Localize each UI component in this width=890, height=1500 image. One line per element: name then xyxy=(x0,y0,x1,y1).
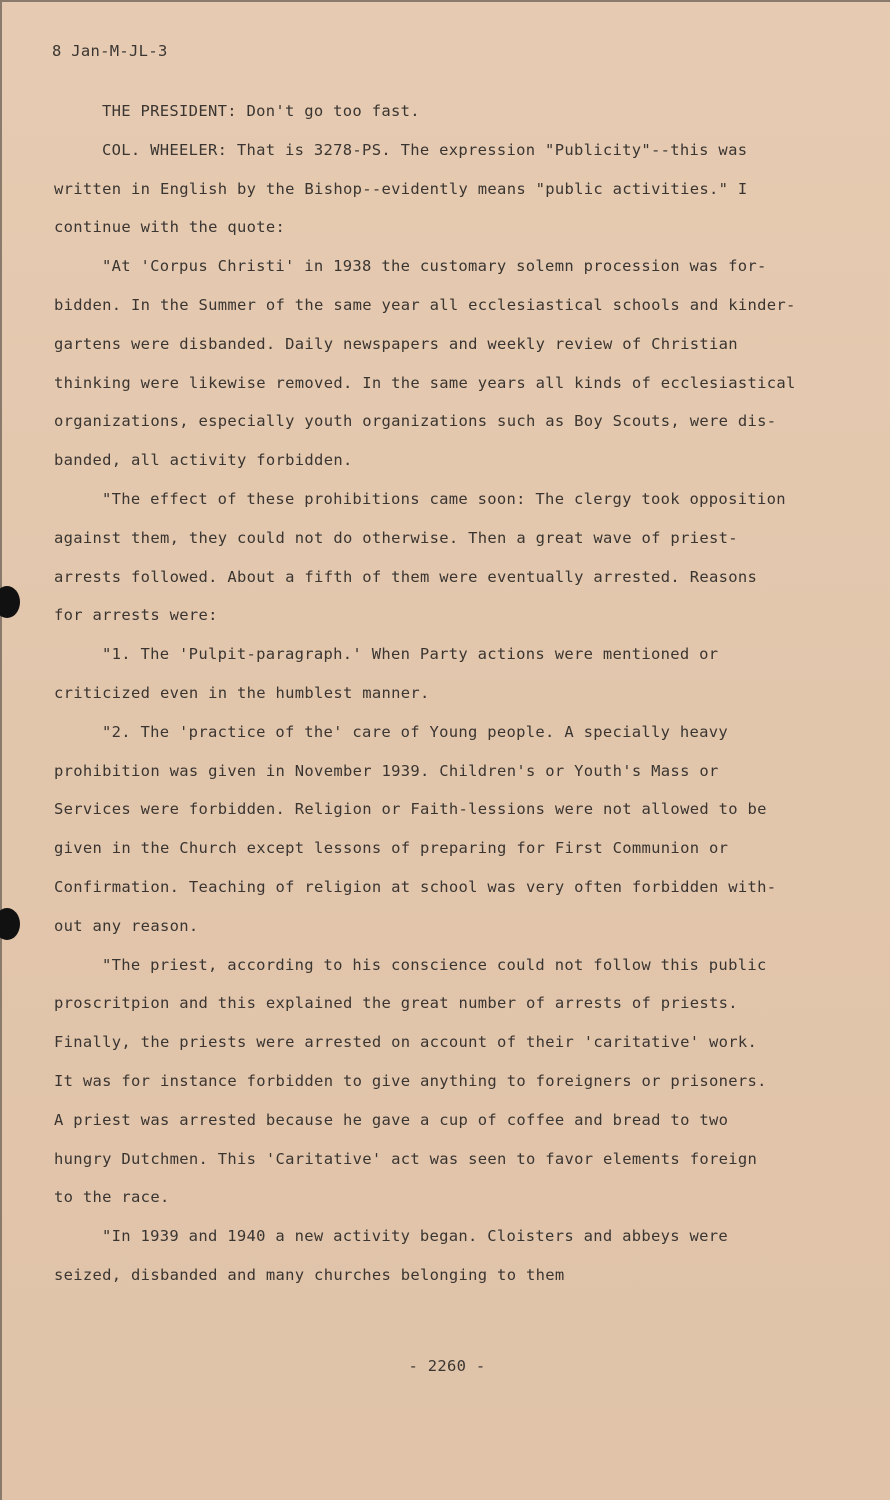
text-line: "The priest, according to his conscience could not follow this public xyxy=(102,955,767,974)
text-line: THE PRESIDENT: Don't go too fast. xyxy=(102,102,420,120)
transcript-body xyxy=(54,97,834,1300)
page-reference: 8 Jan-M-JL-3 xyxy=(52,42,168,60)
text-line: thinking were likewise removed. In the same years all kinds of ecclesiastical xyxy=(54,373,796,392)
text-line: proscritpion and this explained the great number of arrests of priests. xyxy=(54,994,738,1013)
binder-hole xyxy=(0,908,20,940)
text-line: COL. WHEELER: That is 3278-PS. The expression "Publicity"--this was xyxy=(102,140,748,159)
text-line: It was for instance forbidden to give anything to foreigners or prisoners. xyxy=(54,1071,767,1090)
text-line: "1. The 'Pulpit-paragraph.' When Party actions were mentioned or xyxy=(102,645,719,664)
text-line: Confirmation. Teaching of religion at school was very often forbidden with- xyxy=(54,877,777,896)
text-line: criticized even in the humblest manner. xyxy=(54,683,430,702)
text-line: organizations, especially youth organizations such as Boy Scouts, were dis- xyxy=(54,412,777,431)
page-number: - 2260 - xyxy=(408,1357,486,1375)
text-line: to the race. xyxy=(54,1188,170,1207)
text-line: bidden. In the Summer of the same year all ecclesiastical schools and kinder- xyxy=(54,295,796,314)
text-line: "In 1939 and 1940 a new activity began. Cloisters and abbeys were xyxy=(102,1227,729,1246)
text-line: given in the Church except lessons of preparing for First Communion or xyxy=(54,839,729,858)
text-line: against them, they could not do otherwise. Then a great wave of priest- xyxy=(54,528,738,547)
text-line: prohibition was given in November 1939. Children's or Youth's Mass or xyxy=(54,761,719,780)
text-line: "At 'Corpus Christi' in 1938 the customary solemn procession was for- xyxy=(102,257,767,276)
text-line: hungry Dutchmen. This 'Caritative' act was seen to favor elements foreign xyxy=(54,1149,758,1168)
text-line: gartens were disbanded. Daily newspapers and weekly review of Christian xyxy=(54,334,738,353)
text-line: "The effect of these prohibitions came soon: The clergy took opposition xyxy=(102,489,786,508)
text-line: Services were forbidden. Religion or Faith-lessions were not allowed to be xyxy=(54,800,767,819)
text-line: written in English by the Bishop--evidently means "public activities." I xyxy=(54,179,748,198)
text-line: A priest was arrested because he gave a cup of coffee and bread to two xyxy=(54,1110,729,1129)
text-line: banded, all activity forbidden. xyxy=(54,451,353,470)
text-line: "2. The 'practice of the' care of Young people. A specially heavy xyxy=(102,722,729,741)
text-line: out any reason. xyxy=(54,916,199,935)
text-line: seized, disbanded and many churches belonging to them xyxy=(54,1265,565,1284)
text-line: Finally, the priests were arrested on account of their 'caritative' work. xyxy=(54,1033,758,1052)
text-line: for arrests were: xyxy=(54,606,218,625)
binder-hole xyxy=(0,586,20,618)
text-line: arrests followed. About a fifth of them were eventually arrested. Reasons xyxy=(54,567,758,586)
text-line: continue with the quote: xyxy=(54,218,286,237)
